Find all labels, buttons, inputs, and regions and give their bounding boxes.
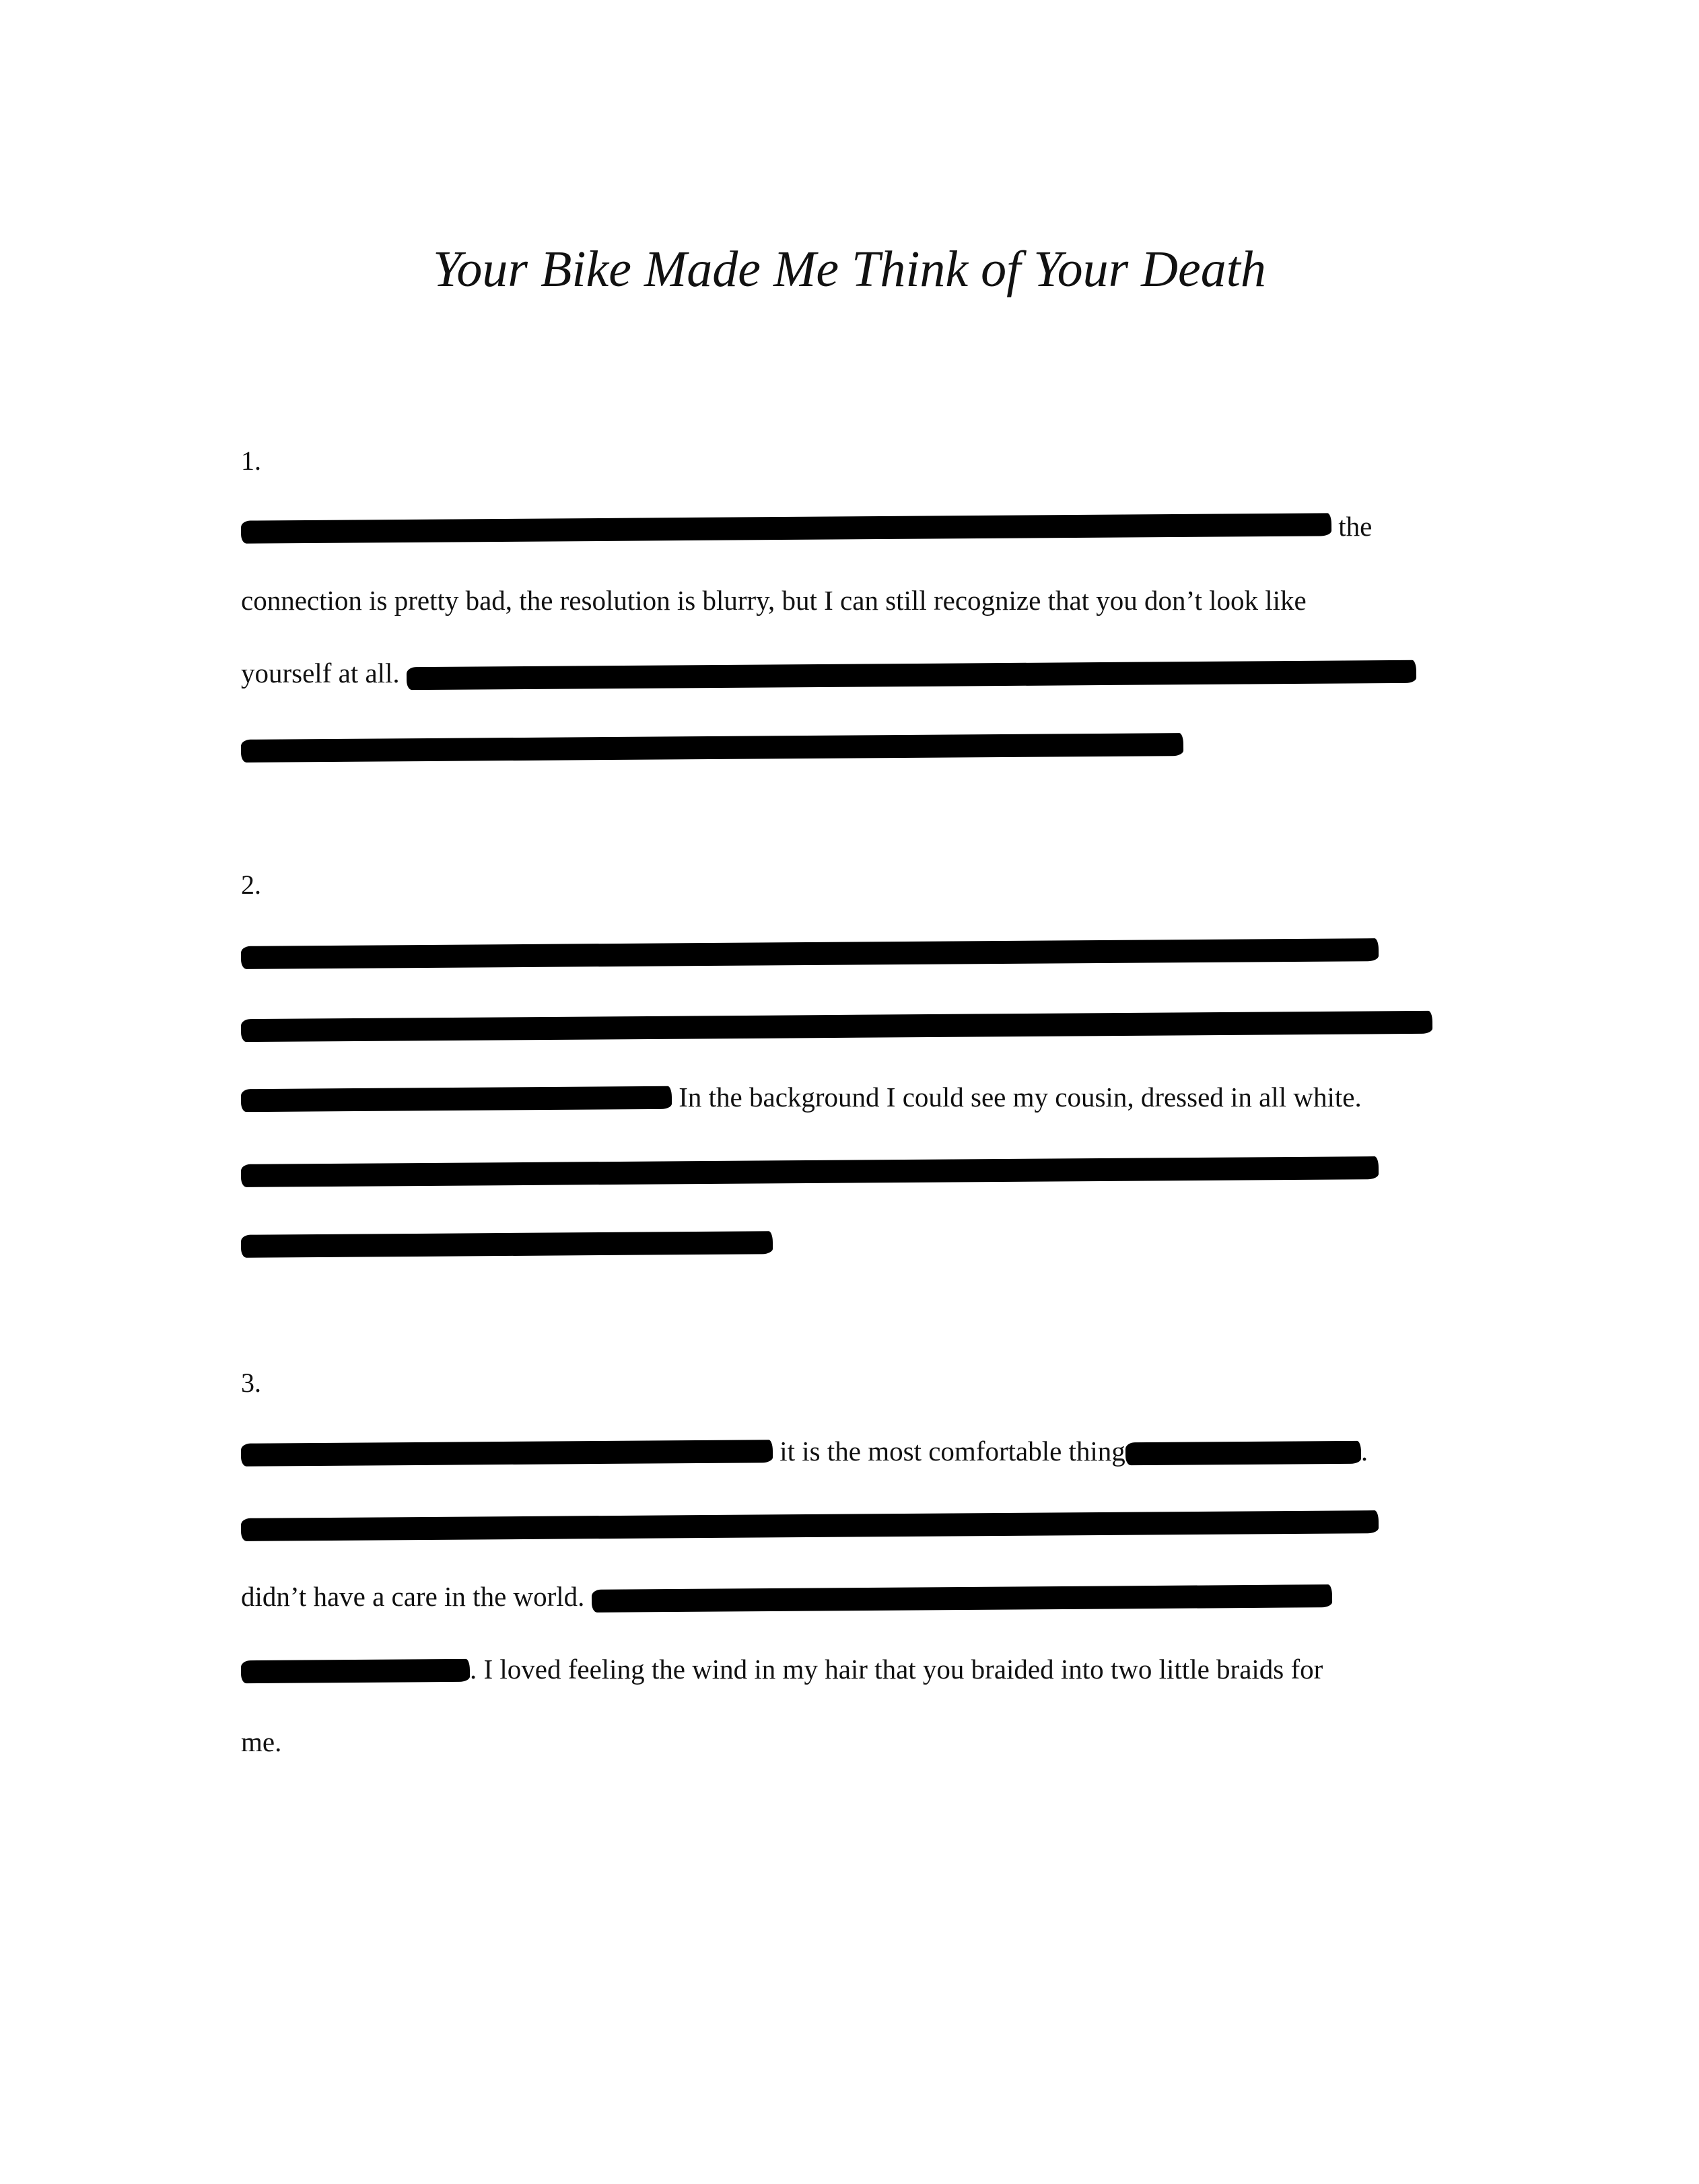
text-line [241,1649,1323,1689]
text-segment: yourself at all. [241,658,407,689]
text-line [241,506,1372,547]
redaction-mark [241,1011,1432,1042]
text-line [241,1431,1368,1471]
redaction-mark [241,1086,672,1112]
text-segment: In the background I could see my cousin, dressed in all white. [672,1082,1362,1113]
text-segment: connection is pretty bad, the resolution is blurry, but I can still recognize that you don’t look like [241,585,1307,616]
text-line [241,1504,1379,1544]
redaction-mark [241,1659,470,1683]
redaction-mark [241,1440,773,1467]
text-line [241,1576,1332,1617]
document-title: Your Bike Made Me Think of Your Death [433,241,1266,297]
text-line [241,1150,1379,1190]
section-number: 3. [241,1368,261,1398]
text-segment: . [1360,1436,1368,1467]
text-line [241,931,1379,972]
redaction-mark [241,733,1183,763]
redaction-mark [241,938,1379,969]
text-line [241,726,1183,766]
text-line [241,1222,773,1263]
redaction-mark [1125,1441,1361,1465]
text-line [241,580,1307,621]
redaction-mark [241,1510,1379,1541]
text-line [241,1077,1362,1117]
section-number: 1. [241,446,261,476]
text-segment: the [1331,511,1373,542]
text-line [241,1722,281,1762]
redaction-mark [592,1584,1332,1613]
redaction-mark [241,1231,773,1258]
text-segment: . I loved feeling the wind in my hair that you braided into two little braids for [470,1654,1323,1685]
section-number: 2. [241,870,261,900]
text-segment: didn’t have a care in the world. [241,1581,592,1612]
text-line [241,1004,1432,1045]
text-segment: me. [241,1726,282,1757]
text-line [241,653,1416,693]
text-segment: it is the most comfortable thing [773,1436,1125,1467]
redaction-mark [407,660,1416,690]
redaction-mark [241,513,1331,543]
redaction-mark [241,1156,1379,1187]
